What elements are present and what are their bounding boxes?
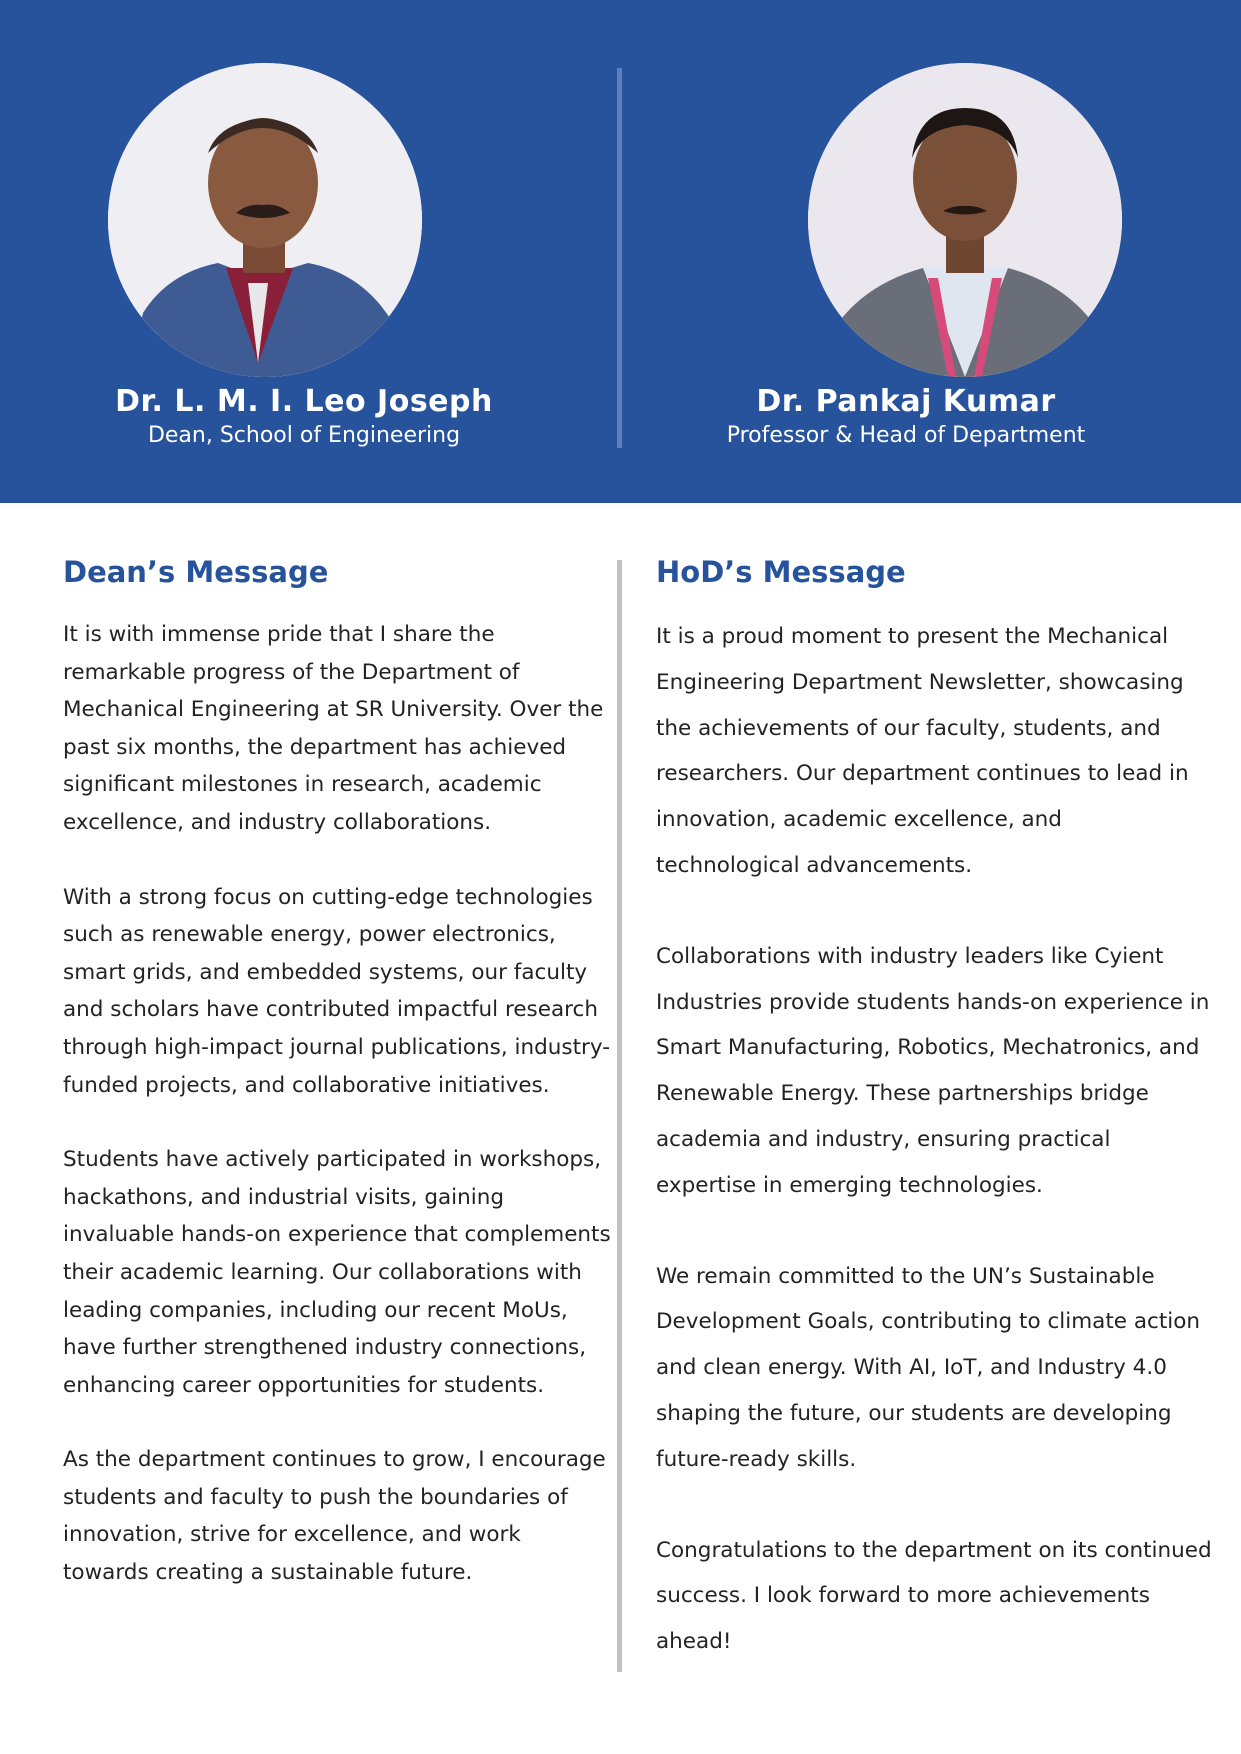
hod-portrait-illustration [808,63,1122,377]
dean-paragraph: As the department continues to grow, I encourage students and faculty to push the boundaries of innovation, strive for excellence, and work towards creating a sustainable future. [63,1447,606,1586]
hod-message-section [656,548,1212,1710]
dean-profile [0,0,620,503]
dean-message-body [63,616,611,1592]
dean-paragraph: With a strong focus on cutting-edge technologies such as renewable energy, power electronics, smart grids, and embedded systems, our faculty and scholars have contributed impactful research through high-impact journal publications, industry-funded projects, and collaborative initiatives. [63,884,610,1098]
column-divider [617,560,622,1672]
dean-name: Dr. L. M. I. Leo Joseph [115,384,493,419]
header-banner [0,0,1241,503]
dean-portrait-illustration [108,63,422,377]
dean-paragraph: Students have actively participated in workshops, hackathons, and industrial visits, gaining invaluable hands-on experience that complements their academic learning. Our collaborations with leading companies, including our recent MoUs, have further strengthened industry connections, enhancing career opportunities for students. [63,1147,611,1398]
dean-photo [108,63,422,377]
hod-name: Dr. Pankaj Kumar [756,384,1056,419]
hod-title: Professor & Head of Department [726,423,1086,448]
hod-photo [808,63,1122,377]
dean-message-section [63,548,611,1629]
hod-profile [621,0,1241,503]
hod-paragraph: It is a proud moment to present the Mechanical Engineering Department Newsletter, showcasing the achievements of our faculty, students, and researchers. Our department continues to lead in innovation, academic excellence, and technological advancements. [656,624,1189,878]
hod-paragraph: Congratulations to the department on its continued success. I look forward to more achievements ahead! [656,1537,1212,1655]
hod-message-body [656,614,1212,1665]
hod-paragraph: We remain committed to the UN’s Sustainable Development Goals, contributing to climate action and clean energy. With AI, IoT, and Industry 4.0 shaping the future, our students are developing future-ready skills. [656,1263,1201,1472]
hod-paragraph: Collaborations with industry leaders like Cyient Industries provide students hands-on experience in Smart Manufacturing, Robotics, Mechatronics, and Renewable Energy. These partnerships bridge academia and industry, ensuring practical expertise in emerging technologies. [656,943,1210,1198]
dean-title: Dean, School of Engineering [147,423,461,448]
dean-paragraph: It is with immense pride that I share the remarkable progress of the Department of Mechanical Engineering at SR University. Over the past six months, the department has achieved significant milestones in research, academic excellence, and industry collaborations. [63,622,604,835]
dean-message-heading: Dean’s Message [63,555,329,589]
hod-message-heading: HoD’s Message [656,555,906,589]
